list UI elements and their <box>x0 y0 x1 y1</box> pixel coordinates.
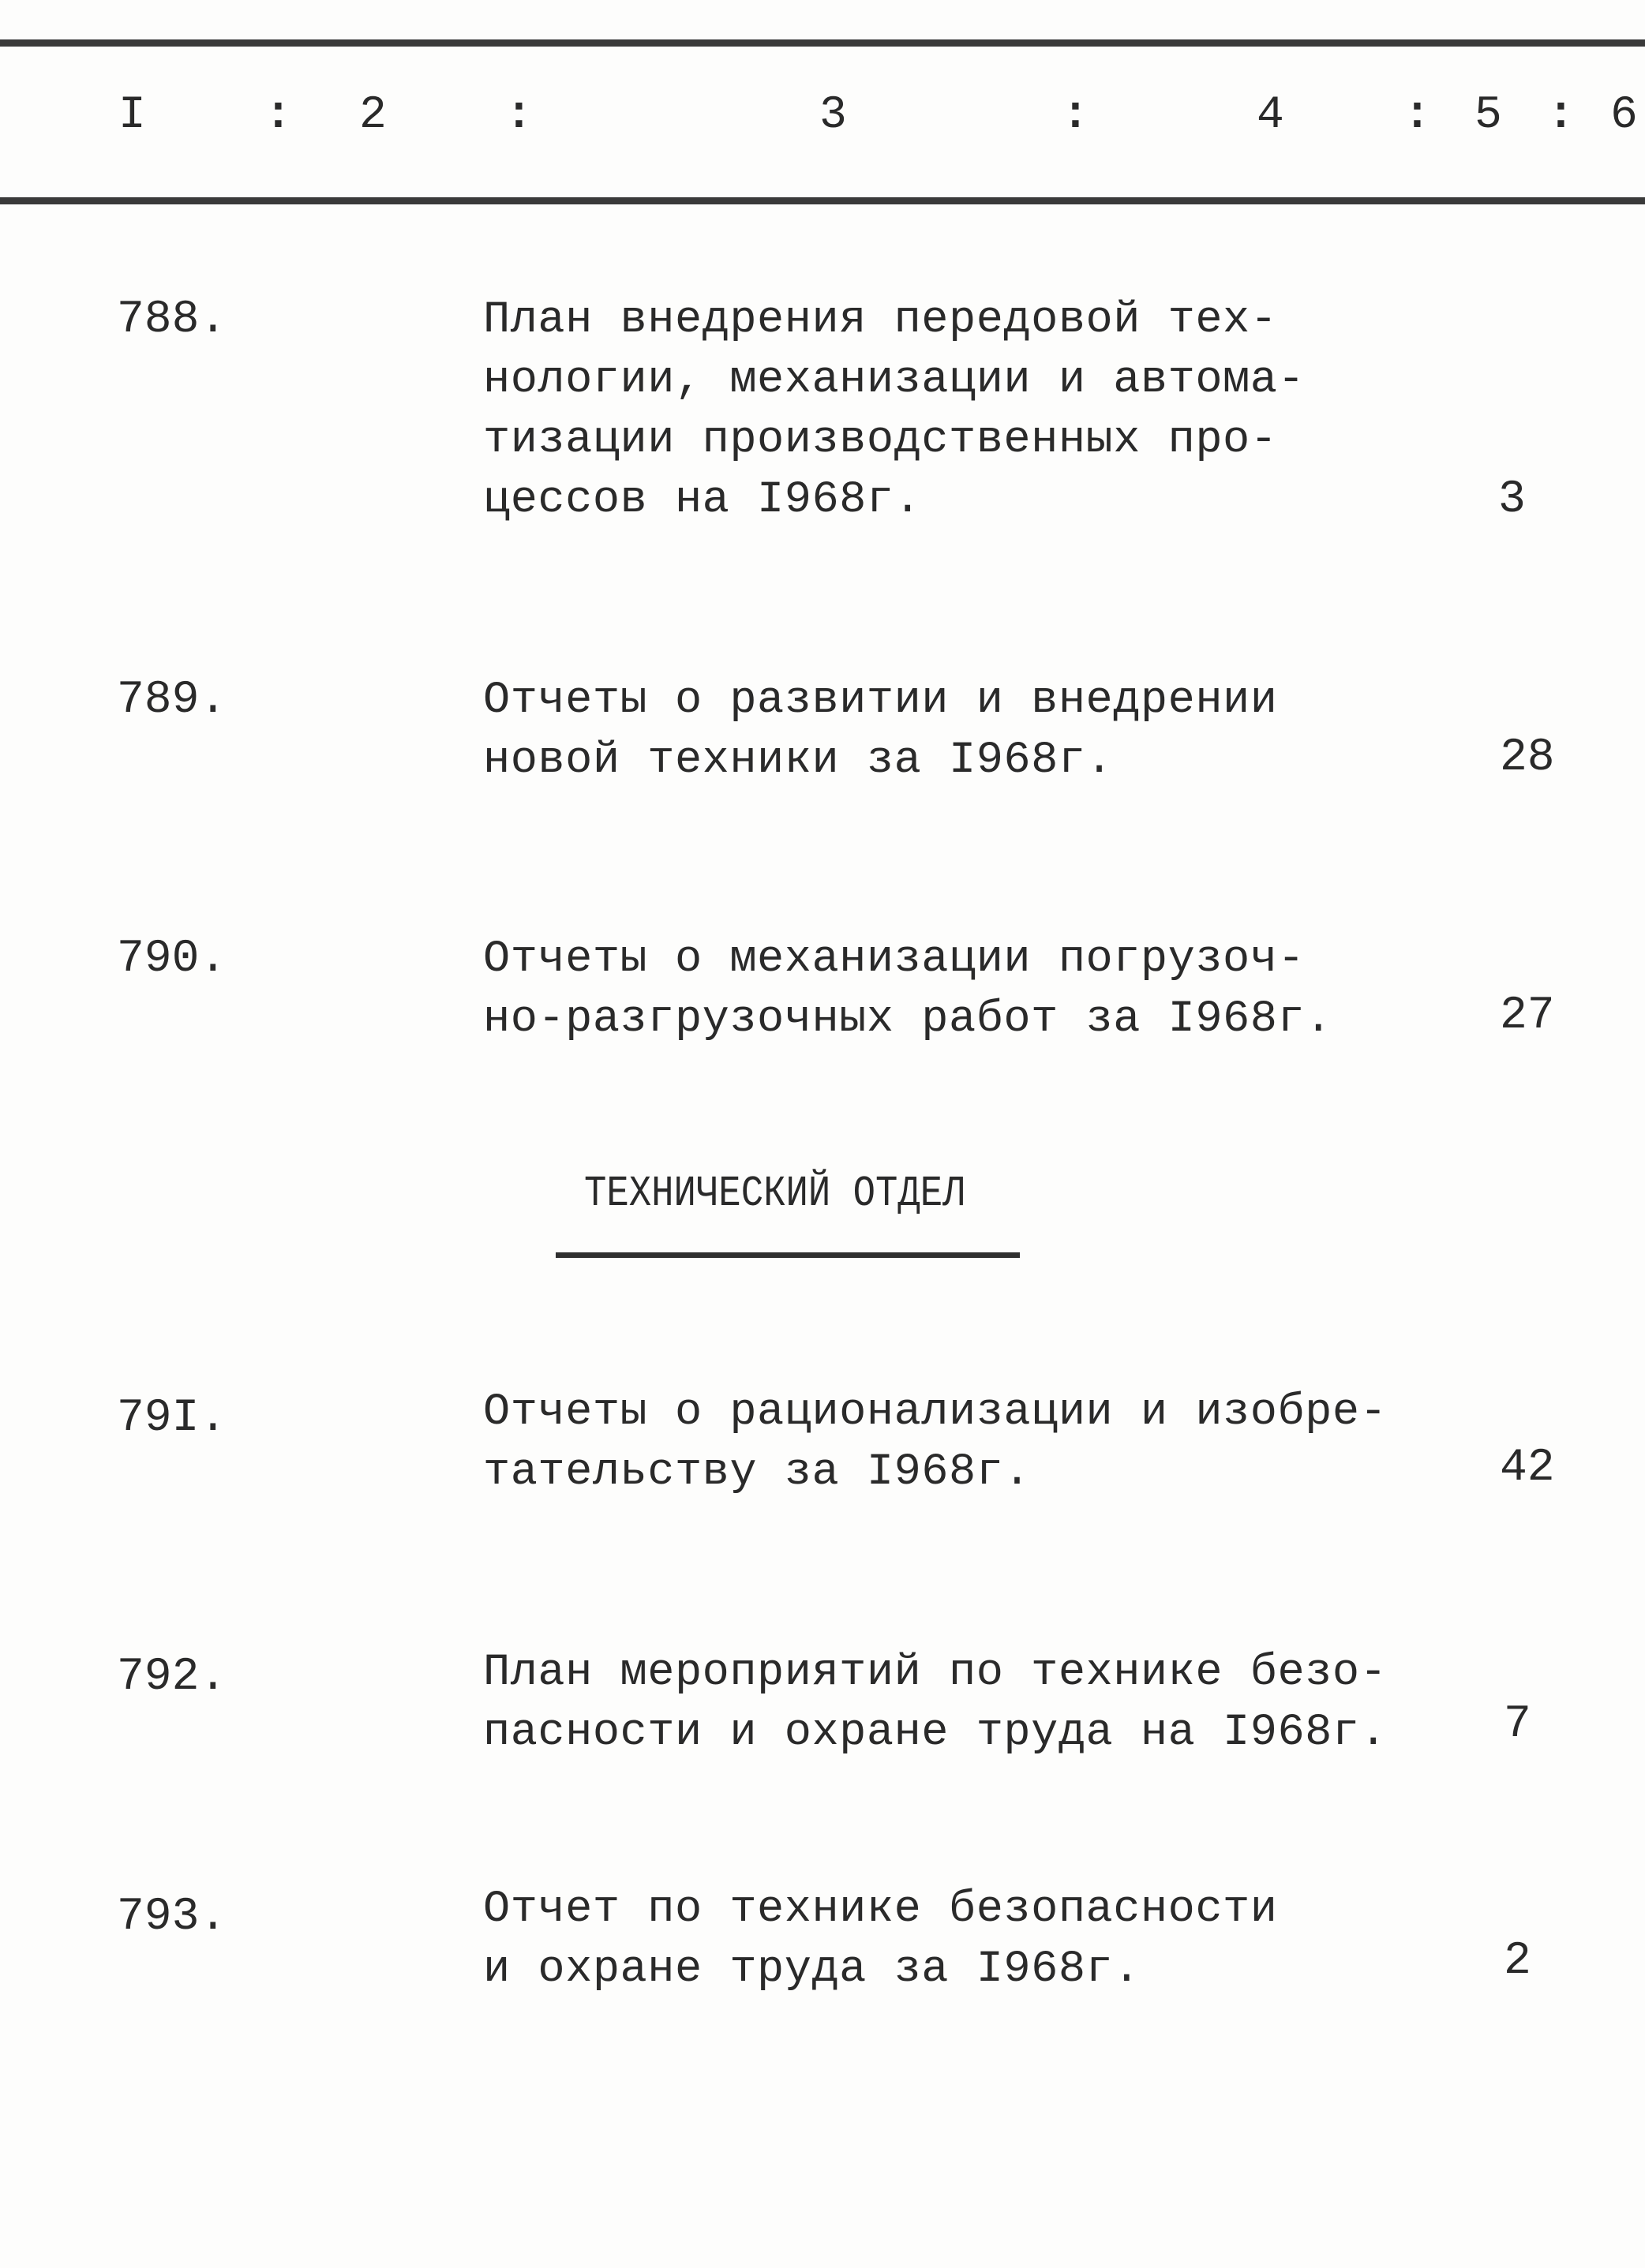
column-separator: : <box>1403 90 1431 141</box>
entry-title <box>483 930 1351 1050</box>
entry-title-line: новой техники за I968г. <box>483 735 1114 786</box>
entry-title-line: План внедрения передовой тех- <box>483 295 1278 346</box>
entry-title-line: тизации производственных про- <box>483 415 1278 466</box>
entry-title <box>483 290 1351 530</box>
entry-title-line: Отчеты о развитии и внедрении <box>483 676 1278 726</box>
entry-title-line: но-разгрузочных работ за I968г. <box>483 994 1332 1045</box>
entry-number: 792. <box>117 1652 227 1703</box>
entry-title-line: Отчет по технике безопасности <box>483 1884 1278 1935</box>
header-bottom-rule <box>0 197 1645 204</box>
column-header-3: 3 <box>819 90 847 141</box>
entry-number: 788. <box>117 294 227 346</box>
column-header-6: 6 <box>1610 90 1638 141</box>
entry-number: 790. <box>117 934 227 985</box>
column-separator: : <box>264 90 292 141</box>
entry-title <box>483 671 1351 791</box>
entry-sheet-count: 27 <box>1500 990 1555 1042</box>
entry-number: 79I. <box>117 1393 227 1444</box>
column-header-5: 5 <box>1475 90 1502 141</box>
column-header-1: I <box>118 90 146 141</box>
entry-title-line: и охране труда за I968г. <box>483 1944 1141 1995</box>
entry-title <box>483 1880 1351 2000</box>
entry-title-line: тательству за I968г. <box>483 1447 1032 1498</box>
entry-title-line: Отчеты о механизации погрузоч- <box>483 934 1306 985</box>
entry-title <box>483 1643 1388 1763</box>
column-separator: : <box>1062 90 1089 141</box>
entry-title-line: цессов на I968г. <box>483 475 922 526</box>
entry-title-line: нологии, механизации и автома- <box>483 355 1306 406</box>
entry-title-line: пасности и охране труда на I968г. <box>483 1708 1388 1758</box>
entry-sheet-count: 42 <box>1500 1443 1555 1494</box>
entry-title-line: Отчеты о рационализации и изобре- <box>483 1387 1388 1438</box>
section-heading-underline <box>556 1252 1020 1258</box>
entry-sheet-count: 28 <box>1500 732 1555 784</box>
entry-sheet-count: 7 <box>1504 1699 1531 1750</box>
entry-title <box>483 1383 1388 1503</box>
column-header-2: 2 <box>359 90 387 141</box>
column-separator: : <box>1547 90 1575 141</box>
entry-sheet-count: 3 <box>1498 474 1526 526</box>
entry-number: 789. <box>117 675 227 726</box>
section-heading: ТЕХНИЧЕСКИЙ ОТДЕЛ <box>584 1169 965 1218</box>
entry-number: 793. <box>117 1892 227 1943</box>
entry-sheet-count: 2 <box>1504 1936 1531 1987</box>
entry-title-line: План мероприятий по технике безо- <box>483 1648 1388 1698</box>
column-header-4: 4 <box>1257 90 1284 141</box>
column-separator: : <box>505 90 533 141</box>
header-top-rule <box>0 39 1645 47</box>
